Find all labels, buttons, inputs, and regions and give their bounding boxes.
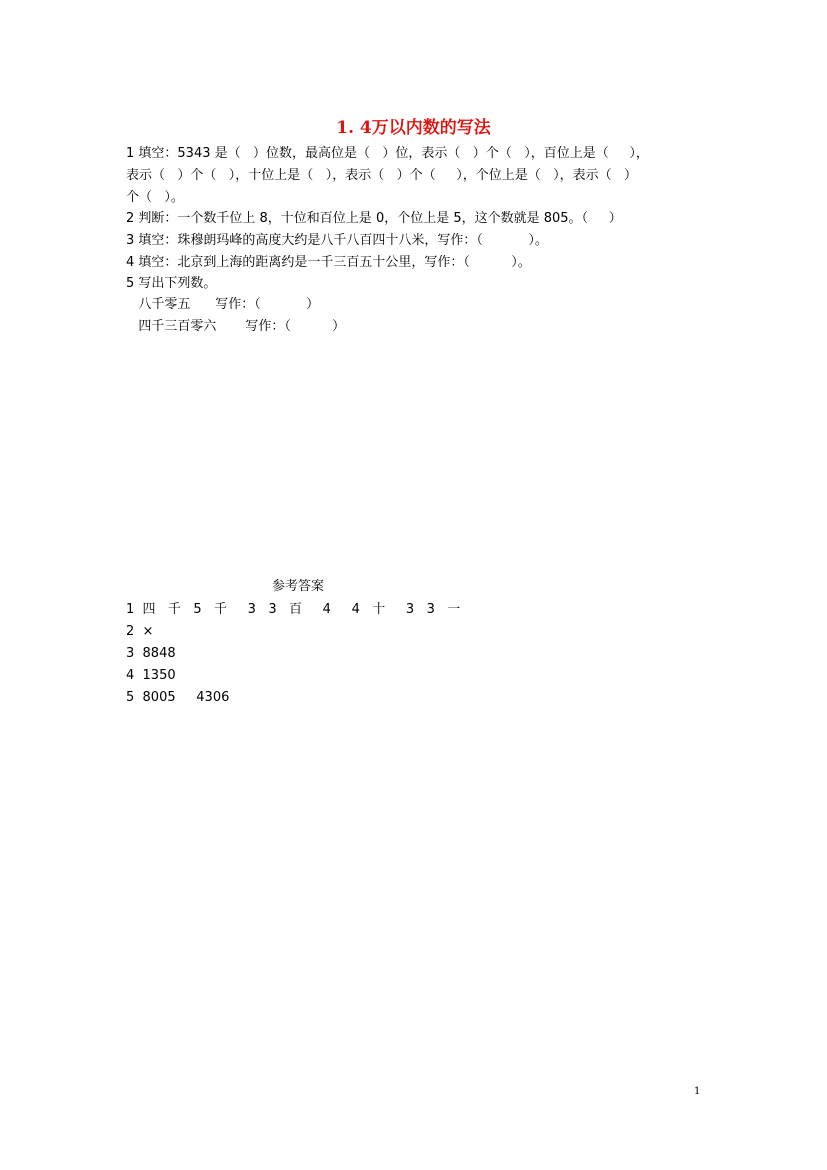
answer-line: 3 8848 bbox=[126, 646, 176, 661]
question-line: 四千三百零六 写作：（ ） bbox=[126, 319, 346, 334]
page-number: 1 bbox=[694, 1086, 701, 1097]
question-line: 5 写出下列数。 bbox=[126, 276, 217, 291]
answers-heading: 参考答案 bbox=[272, 579, 325, 594]
answer-line: 5 8005 4306 bbox=[126, 690, 230, 705]
answer-line: 1 四 千 5 千 3 3 百 4 4 十 3 3 一 bbox=[126, 602, 461, 617]
page-title: 1. 4万以内数的写法 bbox=[336, 118, 491, 138]
question-line: 1 填空：5343 是（ ）位数，最高位是（ ）位，表示（ ）个（ ），百位上是（ ）， bbox=[126, 146, 649, 161]
question-line: 个（ ）。 bbox=[126, 190, 184, 205]
answer-line: 4 1350 bbox=[126, 668, 176, 683]
question-line: 表示（ ）个（ ），十位上是（ ），表示（ ）个（ ），个位上是（ ），表示（ ） bbox=[126, 168, 638, 183]
question-line: 3 填空：珠穆朗玛峰的高度大约是八千八百四十八米，写作：（ ）。 bbox=[126, 233, 548, 248]
answer-line: 2 × bbox=[126, 624, 154, 639]
question-line: 八千零五 写作：（ ） bbox=[126, 297, 320, 312]
question-line: 2 判断：一个数千位上 8，十位和百位上是 0，个位上是 5，这个数就是 805。（ ） bbox=[126, 211, 622, 226]
question-line: 4 填空：北京到上海的距离约是一千三百五十公里，写作：（ ）。 bbox=[126, 255, 531, 270]
